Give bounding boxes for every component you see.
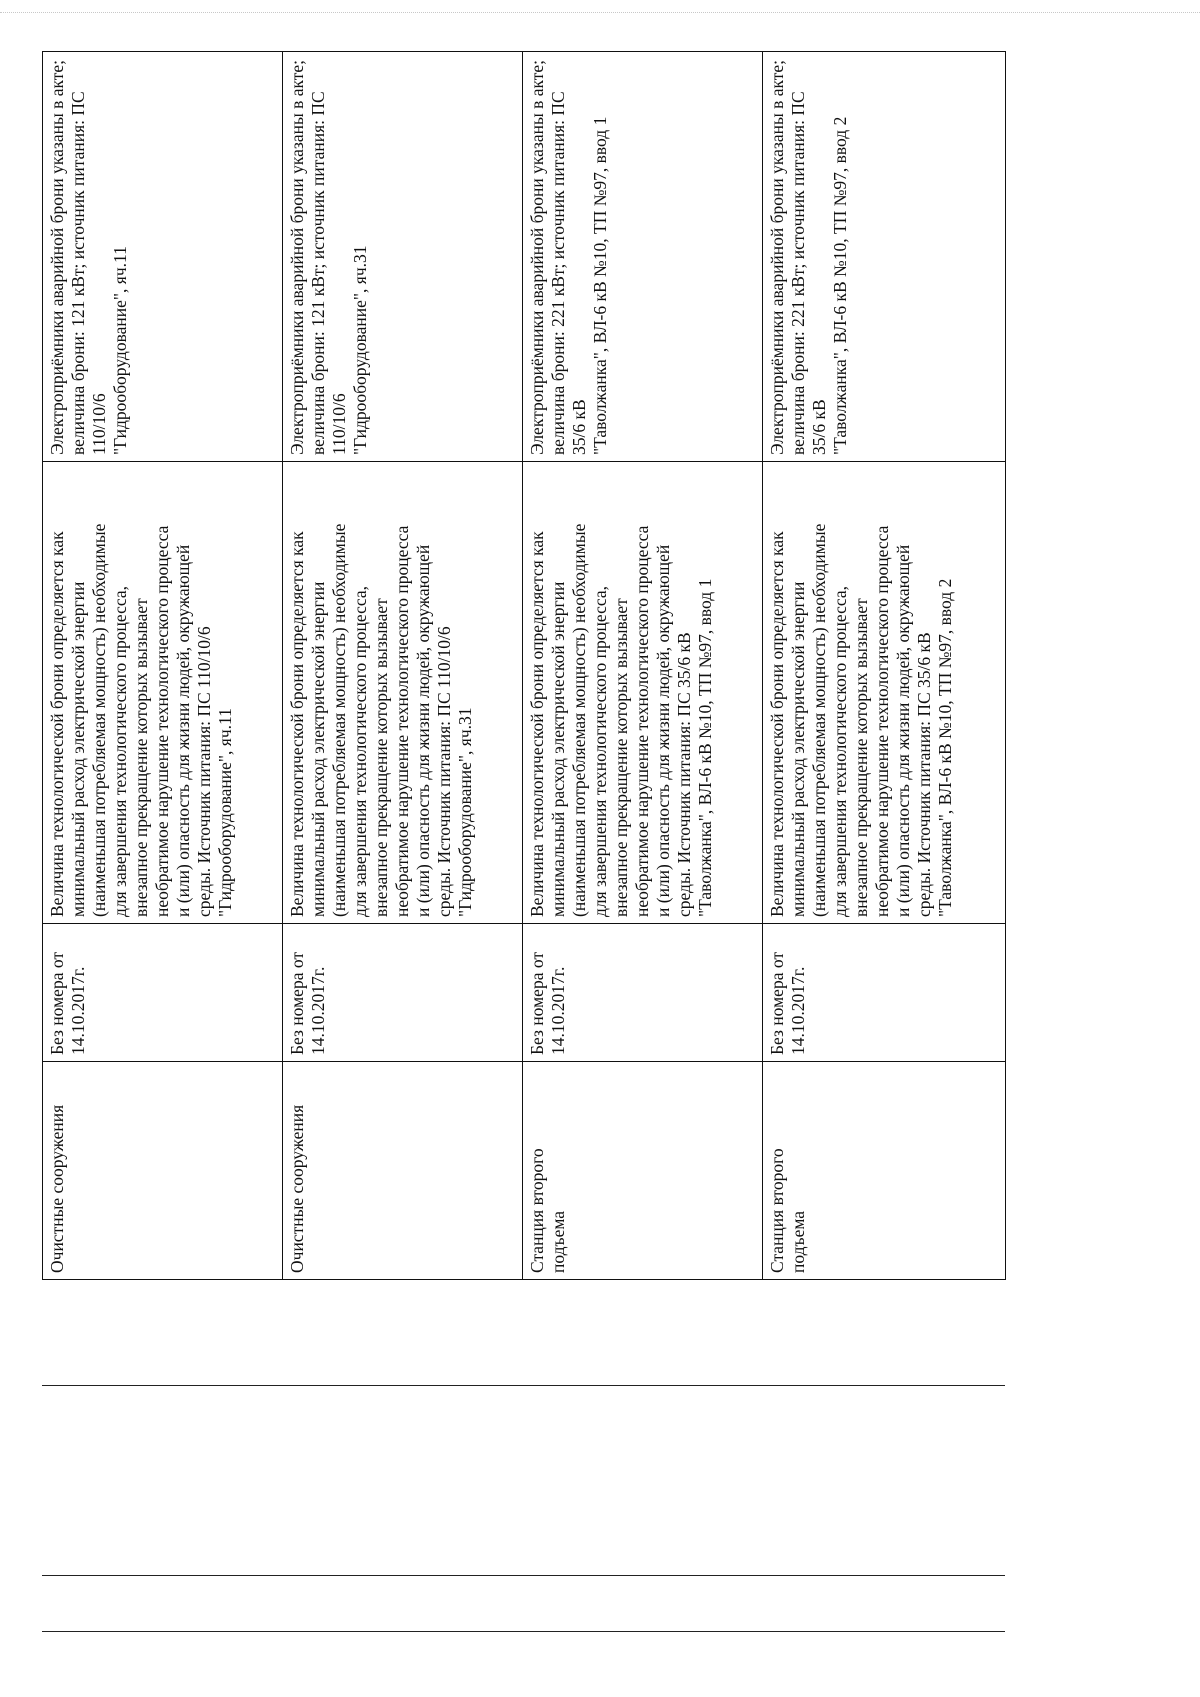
table-row [283,52,523,1280]
object-cell: Станция второго подъема [763,1062,1006,1280]
act-date-cell: Без номера от 14.10.2017г. [43,924,283,1062]
tech-reserve-cell: Величина технологической брони определяется как минимальный расход электрической энергии (наименьшая потребляемая мощность) необходимые для завершения технологического процесса, внезапное прекращение которых вызывает необратимое нарушение технологического процесса и (или) опасность для жизни людей, окружающей среды. Источник питания: ПС 110/10/6 "Гидрооборудование", яч.11 [43,462,283,924]
emergency-reserve-table [42,51,1006,1280]
table-row [523,52,763,1280]
act-date-cell: Без номера от 14.10.2017г. [523,924,763,1062]
object-cell: Очистные сооружения [283,1062,523,1280]
tech-reserve-cell: Величина технологической брони определяется как минимальный расход электрической энергии (наименьшая потребляемая мощность) необходимые для завершения технологического процесса, внезапное прекращение которых вызывает необратимое нарушение технологического процесса и (или) опасность для жизни людей, окружающей среды. Источник питания: ПС 35/6 кВ "Таволжанка", ВЛ-6 кВ №10, ТП №97, ввод 1 [523,462,763,924]
rotated-table-region [42,52,1005,1280]
act-date-cell: Без номера от 14.10.2017г. [283,924,523,1062]
emergency-reserve-cell: Электроприёмники аварийной брони указаны в акте; величина брони: 121 кВт; источник питания: ПС 110/10/6 "Гидрооборудование", яч.31 [283,52,523,462]
object-cell: Очистные сооружения [43,1062,283,1280]
tech-reserve-cell: Величина технологической брони определяется как минимальный расход электрической энергии (наименьшая потребляемая мощность) необходимые для завершения технологического процесса, внезапное прекращение которых вызывает необратимое нарушение технологического процесса и (или) опасность для жизни людей, окружающей среды. Источник питания: ПС 35/6 кВ "Таволжанка", ВЛ-6 кВ №10, ТП №97, ввод 2 [763,462,1006,924]
emergency-reserve-cell: Электроприёмники аварийной брони указаны в акте; величина брони: 221 кВт; источник питания: ПС 35/6 кВ "Таволжанка", ВЛ-6 кВ №10, ТП №97, ввод 2 [763,52,1006,462]
act-date-cell: Без номера от 14.10.2017г. [763,924,1006,1062]
signature-line [42,1385,1005,1386]
top-dotted-rule [0,12,1200,13]
table-row [43,52,283,1280]
emergency-reserve-cell: Электроприёмники аварийной брони указаны в акте; величина брони: 121 кВт; источник питания: ПС 110/10/6 "Гидрооборудование", яч.11 [43,52,283,462]
tech-reserve-cell: Величина технологической брони определяется как минимальный расход электрической энергии (наименьшая потребляемая мощность) необходимые для завершения технологического процесса, внезапное прекращение которых вызывает необратимое нарушение технологического процесса и (или) опасность для жизни людей, окружающей среды. Источник питания: ПС 110/10/6 "Гидрооборудование", яч.31 [283,462,523,924]
object-cell: Станция второго подъема [523,1062,763,1280]
emergency-reserve-cell: Электроприёмники аварийной брони указаны в акте; величина брони: 221 кВт; источник питания: ПС 35/6 кВ "Таволжанка", ВЛ-6 кВ №10, ТП №97, ввод 1 [523,52,763,462]
signature-line [42,1631,1005,1632]
table-row [763,52,1006,1280]
signature-line [42,1575,1005,1576]
